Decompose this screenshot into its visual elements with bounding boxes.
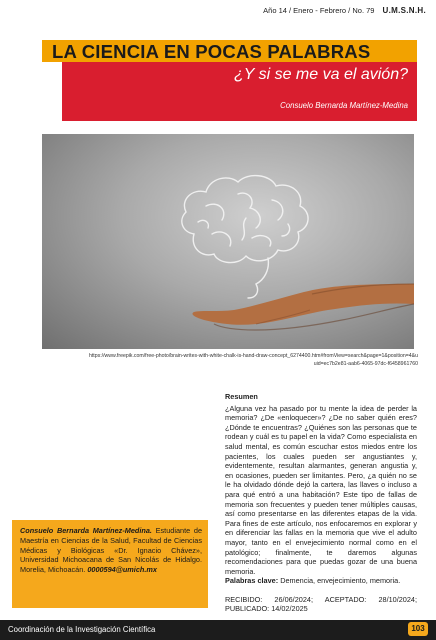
author-bio-box — [12, 520, 208, 608]
bio-affiliation: Estudiante de Maestría en Ciencias de la Salud, Facultad de Ciencias Médicas y Biológicas «Dr. Ignacio Chávez», Universidad Michoacana de San Nicolás de Hidalgo. Morelia, Michoacán. — [20, 526, 202, 575]
institution-name: U.M.S.N.H. — [382, 6, 426, 15]
abstract-section — [225, 392, 417, 614]
publication-dates: RECIBIDO: 26/06/2024; ACEPTADO: 28/10/2024; PUBLICADO: 14/02/2025 — [225, 594, 417, 614]
brain-chalk-icon — [42, 134, 414, 349]
issue-info: Año 14 / Enero - Febrero / No. 79 — [263, 6, 375, 15]
bio-email[interactable]: 0000594@umich.mx — [87, 565, 157, 575]
keywords-line — [225, 576, 417, 586]
brain-hand-illustration — [42, 134, 414, 349]
bio-author-name: Consuelo Bernarda Martínez-Medina. — [20, 526, 152, 535]
article-author: Consuelo Bernarda Martínez-Medina — [280, 101, 408, 110]
issue-header — [263, 6, 426, 15]
page-number: 103 — [408, 622, 428, 636]
keywords-text: Demencia, envejecimiento, memoria. — [280, 576, 401, 586]
article-title: ¿Y si se me va el avión? — [233, 66, 408, 83]
section-title: LA CIENCIA EN POCAS PALABRAS — [52, 41, 371, 62]
abstract-text: ¿Alguna vez ha pasado por tu mente la idea de perder la memoria? ¿De «enloquecer»? ¿De no saber quién eres? ¿Dónde te encuentras? ¿Quiénes son las personas que te rodean y cuál es tu papel en la vida? Como especialista en salud mental, es común escuchar estos miedos entre los pacientes, los cuales pueden ser angustiantes y, evidentemente, resultan alarmantes, generan angustia y, en ocasiones, pueden ser limitantes. Pero, ¿a quién no se le ha olvidado dónde dejó la cartera, las llaves o incluso a para qué entró a una habitación? Este tipo de fallas de memoria son frecuentes y pueden tener múltiples causas, así como presentarse en las diferentes etapas de la vida. Para fines de este artículo, nos enfocaremos en explorar y en diferenciar las fallas en la memoria que vive el adulto mayor, tanto en el envejecimiento normal como en el patológico; finalmente, te daremos algunas recomendaciones para que puedas gozar de una buena memoria. — [225, 403, 417, 576]
footer-text: Coordinación de la Investigación Científica — [8, 625, 156, 634]
abstract-label: Resumen — [225, 392, 258, 401]
keywords-label: Palabras clave: — [225, 576, 279, 586]
author-bio — [20, 526, 202, 575]
figure-caption: https://www.freepik.com/free-photo/brain-writes-with-white-chalk-is-hand-draw-concept_6274400.htm#fromView=search&page=1&position=4&uuid=ec7b2e81-aab6-4065-97dc-f6458961760 — [88, 353, 418, 367]
